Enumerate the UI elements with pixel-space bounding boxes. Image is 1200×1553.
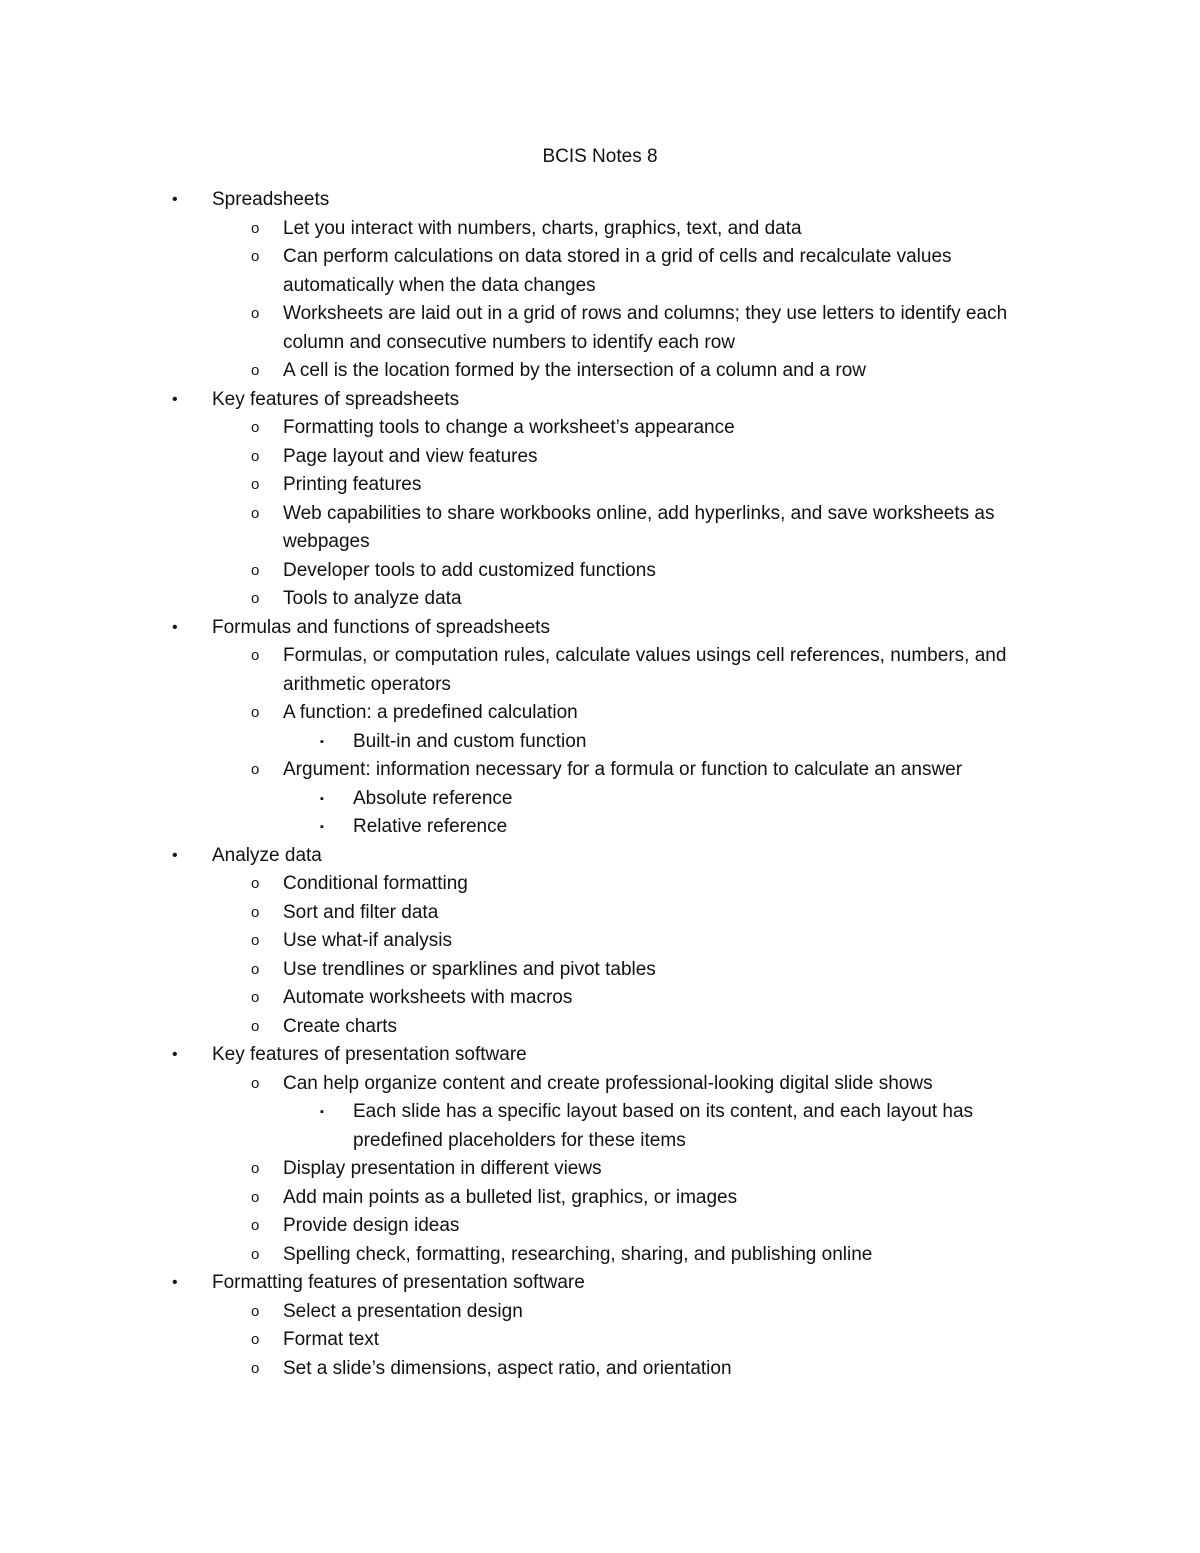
bullet-marker: o	[251, 1302, 260, 1320]
bullet-marker: ▪	[320, 1106, 324, 1118]
bullet-text: Worksheets are laid out in a grid of rows and columns; they use letters to identify each	[283, 303, 1008, 324]
bullet-item-level-2	[0, 585, 1200, 614]
bullet-text: Web capabilities to share workbooks online, add hyperlinks, and save worksheets as	[283, 502, 995, 524]
bullet-marker: o	[251, 476, 260, 493]
bullet-text: Key features of spreadsheets	[212, 388, 460, 410]
bullet-text: Argument: information necessary for a formula or function to calculate an answer	[283, 759, 963, 780]
bullet-text: Automate worksheets with macros	[283, 987, 573, 1008]
bullet-text: Relative reference	[353, 816, 508, 837]
bullet-item-level-3	[0, 1098, 1200, 1127]
bullet-text: Formatting tools to change a worksheet’s appearance	[283, 417, 735, 438]
bullet-text: Format text	[283, 1329, 380, 1350]
bullet-item-level-2	[0, 414, 1200, 443]
bullet-text: Key features of presentation software	[212, 1044, 527, 1065]
bullet-item-level-2	[0, 984, 1200, 1013]
bullet-continuation-line	[0, 528, 1200, 557]
bullet-item-level-2	[0, 500, 1200, 529]
bullet-text: arithmetic operators	[283, 673, 451, 695]
bullet-text: predefined placeholders for these items	[353, 1129, 686, 1151]
bullet-text: Formatting features of presentation software	[212, 1272, 585, 1293]
bullet-item-level-2	[0, 557, 1200, 586]
bullet-continuation-line	[0, 1127, 1200, 1156]
bullet-text: Built-in and custom function	[353, 730, 587, 752]
bullet-item-level-2	[0, 1326, 1200, 1355]
bullet-item-level-2	[0, 443, 1200, 472]
bullet-marker: •	[172, 390, 178, 408]
bullet-item-level-2	[0, 870, 1200, 899]
bullet-text: Select a presentation design	[283, 1300, 523, 1322]
bullet-text: Analyze data	[212, 844, 322, 866]
bullet-text: Provide design ideas	[283, 1215, 460, 1236]
bullet-text: Formulas, or computation rules, calculate values usings cell references, numbers, and	[283, 645, 1007, 666]
bullet-text: Can help organize content and create professional-looking digital slide shows	[283, 1072, 933, 1094]
bullet-marker: o	[251, 1188, 260, 1206]
bullet-item-level-2	[0, 300, 1200, 329]
bullet-text: Conditional formatting	[283, 873, 468, 894]
bullet-marker: o	[251, 1245, 260, 1263]
bullet-marker: •	[172, 191, 178, 208]
bullet-marker: •	[172, 1046, 178, 1063]
bullet-text: Use trendlines or sparklines and pivot tables	[283, 958, 656, 980]
bullet-item-level-2	[0, 1355, 1200, 1384]
bullet-item-level-3	[0, 728, 1200, 757]
bullet-marker: o	[251, 875, 260, 892]
bullet-text: Create charts	[283, 1015, 398, 1037]
bullet-item-level-1	[0, 186, 1200, 215]
bullet-marker: o	[251, 447, 260, 465]
bullet-text: Each slide has a specific layout based on its content, and each layout has	[353, 1101, 974, 1122]
bullet-text: Sort and filter data	[283, 901, 439, 923]
bullet-item-level-2	[0, 756, 1200, 785]
bullet-text: Developer tools to add customized functions	[283, 559, 656, 581]
bullet-marker: •	[172, 846, 178, 864]
bullet-item-level-1	[0, 614, 1200, 643]
bullet-text: Printing features	[283, 474, 422, 495]
bullet-text: Let you interact with numbers, charts, graphics, text, and data	[283, 217, 802, 239]
bullet-item-level-2	[0, 1070, 1200, 1099]
bullet-marker: o	[251, 1217, 260, 1234]
bullet-item-level-2	[0, 1298, 1200, 1327]
bullet-marker: •	[172, 1274, 178, 1291]
bullet-marker: o	[251, 761, 260, 778]
bullet-text: webpages	[283, 531, 370, 552]
bullet-continuation-line	[0, 671, 1200, 700]
bullet-continuation-line	[0, 272, 1200, 301]
bullet-item-level-1	[0, 386, 1200, 415]
bullet-text: automatically when the data changes	[283, 274, 596, 296]
bullet-text: Absolute reference	[353, 787, 513, 809]
bullet-text: Display presentation in different views	[283, 1158, 602, 1179]
bullet-item-level-2	[0, 699, 1200, 728]
bullet-marker: o	[251, 647, 260, 664]
bullet-text: Can perform calculations on data stored in a grid of cells and recalculate values	[283, 246, 952, 267]
bullet-marker: o	[251, 590, 260, 607]
bullet-marker: o	[251, 1359, 260, 1377]
bullet-item-level-1	[0, 1269, 1200, 1298]
bullet-marker: o	[251, 362, 260, 379]
bullet-marker: o	[251, 561, 260, 579]
bullet-item-level-2	[0, 1013, 1200, 1042]
bullet-item-level-2	[0, 215, 1200, 244]
bullet-text: A function: a predefined calculation	[283, 702, 578, 723]
bullet-marker: o	[251, 932, 260, 949]
bullet-marker: ▪	[320, 792, 324, 805]
bullet-item-level-2	[0, 899, 1200, 928]
bullet-marker: o	[251, 1017, 260, 1035]
bullet-item-level-1	[0, 842, 1200, 871]
bullet-marker: o	[251, 989, 260, 1006]
bullet-text: Set a slide’s dimensions, aspect ratio, and orientation	[283, 1357, 732, 1379]
bullet-text: Tools to analyze data	[283, 588, 462, 609]
bullet-item-level-2	[0, 1155, 1200, 1184]
bullet-marker: o	[251, 960, 260, 978]
bullet-marker: ▪	[320, 735, 324, 748]
bullet-text: Spelling check, formatting, researching, sharing, and publishing online	[283, 1243, 873, 1265]
bullet-marker: o	[251, 1160, 260, 1177]
bullet-marker: o	[251, 419, 260, 436]
bullet-item-level-2	[0, 357, 1200, 386]
bullet-item-level-2	[0, 927, 1200, 956]
bullet-item-level-2	[0, 642, 1200, 671]
bullet-text: Page layout and view features	[283, 445, 538, 467]
bullet-item-level-3	[0, 813, 1200, 842]
bullet-item-level-1	[0, 1041, 1200, 1070]
bullet-item-level-2	[0, 1184, 1200, 1213]
bullet-text: Spreadsheets	[212, 189, 330, 210]
bullet-marker: o	[251, 305, 260, 322]
bullet-text: Add main points as a bulleted list, graphics, or images	[283, 1186, 738, 1208]
bullet-marker: o	[251, 704, 260, 721]
bullet-marker: •	[172, 618, 178, 636]
bullet-item-level-3	[0, 785, 1200, 814]
page-title: BCIS Notes 8	[542, 146, 658, 167]
bullet-continuation-line	[0, 329, 1200, 358]
bullet-item-level-2	[0, 243, 1200, 272]
bullet-text: Use what-if analysis	[283, 930, 452, 951]
bullet-text: A cell is the location formed by the intersection of a column and a row	[283, 360, 866, 381]
bullet-item-level-2	[0, 471, 1200, 500]
bullet-marker: o	[251, 1331, 260, 1348]
bullet-text: column and consecutive numbers to identify each row	[283, 331, 736, 353]
bullet-marker: o	[251, 504, 260, 522]
bullet-item-level-2	[0, 956, 1200, 985]
bullet-text: Formulas and functions of spreadsheets	[212, 616, 550, 638]
bullet-marker: o	[251, 903, 260, 921]
outline-list	[0, 186, 1200, 1383]
bullet-marker: o	[251, 248, 260, 265]
bullet-marker: o	[251, 219, 260, 237]
bullet-marker: ▪	[320, 821, 324, 833]
bullet-item-level-2	[0, 1241, 1200, 1270]
bullet-marker: o	[251, 1074, 260, 1092]
bullet-item-level-2	[0, 1212, 1200, 1241]
